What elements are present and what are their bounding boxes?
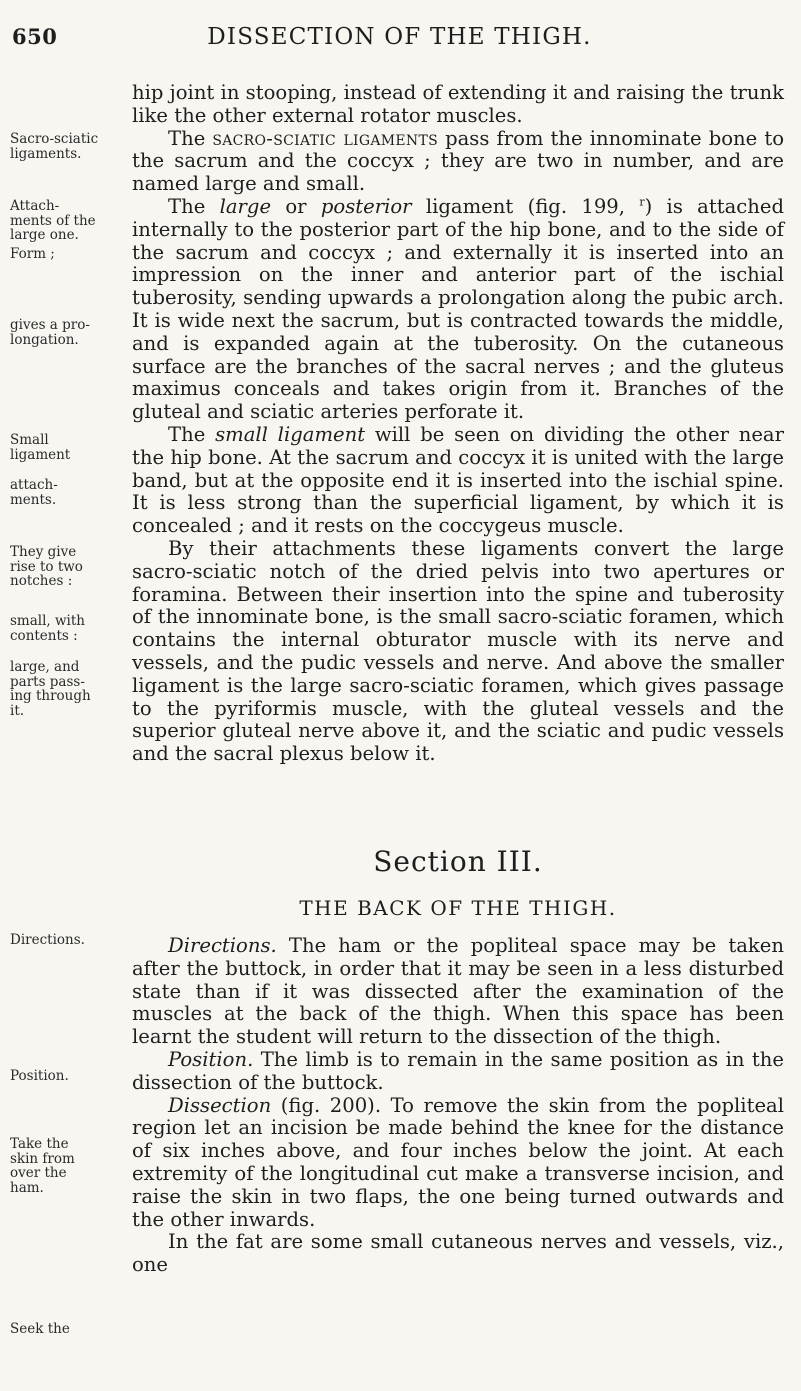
- margin-note-two-notches: They give rise to two notches :: [10, 544, 83, 589]
- margin-note-prolongation: gives a pro- longation.: [10, 317, 90, 348]
- paragraph-foramina: By their attachments these ligaments convert the large sacro-sciatic notch of the dried pelvis into two apertures or foramina. Between their insertion into the spine and tuberosity of the innominate bone, is the small sacro-sciatic foramen, which contains the internal obturator muscle with its nerve and vessels, and the pudic vessels and nerve. And above the smaller ligament is the large sacro-sciatic foramen, which gives passage to the pyriformis muscle, with the gluteal vessels and the superior gluteal nerve above it, and the sciatic and pudic vessels and the sacral plexus below it.: [132, 536, 784, 766]
- margin-note-attachments-small: attach- ments.: [10, 477, 58, 508]
- paragraph-position: Position. The limb is to remain in the same position as in the dissection of the buttock.: [132, 1047, 784, 1094]
- paragraph-sacro-sciatic-ligaments: The sacro-sciatic ligaments pass from the innominate bone to the sacrum and the coccyx ; they are two in number, and are named large and small.: [132, 126, 784, 196]
- paragraph-dissection: Dissection (fig. 200). To remove the skin from the popliteal region let an incision be made behind the knee for the distance of six inches above, and four inches below the joint. At each extremity of the longitudinal cut make a transverse incision, and raise the skin in two flaps, the one being turned outwards and the other inwards.: [132, 1093, 784, 1231]
- margin-note-directions: Directions.: [10, 932, 85, 948]
- margin-note-seek: Seek the: [10, 1321, 70, 1337]
- page-header: [12, 18, 787, 58]
- paragraph-large-ligament: The large or posterior ligament (fig. 199, $^r$) is attached internally to the posterior part of the hip bone, and to the side of the sacrum and coccyx ; and externally it is inserted into an impression on the inner and anterior part of the ischial tuberosity, sending upwards a prolongation along the pubic arch. It is wide next the sacrum, but is contracted towards the middle, and is expanded again at the tuberosity. On the cutaneous surface are the branches of the sacral nerves ; and the gluteus maximus conceals and takes origin from it. Branches of the gluteal and sciatic arteries perforate it.: [132, 194, 785, 424]
- margin-note-form: Form ;: [10, 246, 55, 262]
- margin-note-attachments-large: Attach- ments of the large one.: [10, 198, 96, 243]
- section-heading: Section III.: [373, 845, 543, 878]
- page-number: 650: [12, 24, 58, 49]
- running-title: DISSECTION OF THE THIGH.: [207, 24, 592, 50]
- margin-note-small-contents: small, with contents :: [10, 613, 85, 644]
- margin-note-take-skin: Take the skin from over the ham.: [10, 1136, 75, 1196]
- section-subheading: THE BACK OF THE THIGH.: [299, 896, 617, 920]
- paragraph-fat: In the fat are some small cutaneous nerves and vessels, viz., one: [132, 1230, 784, 1277]
- main-text-block: [132, 82, 784, 766]
- paragraph-directions: Directions. The ham or the popliteal space may be taken after the buttock, in order that it may be seen in a less disturbed state than if it was dissected after the examination of the muscles at the back of the thigh. When this space has been learnt the student will return to the dissection of the thigh.: [132, 934, 784, 1049]
- margin-note-position: Position.: [10, 1068, 69, 1084]
- margin-note-sacro-sciatic: Sacro-sciatic ligaments.: [10, 131, 99, 162]
- section-text-block: [132, 935, 784, 1277]
- margin-note-small-ligament: Small ligament: [10, 432, 71, 463]
- paragraph-continuation: hip joint in stooping, instead of extending it and raising the trunk like the other external rotator muscles.: [132, 81, 784, 127]
- paragraph-small-ligament: The small ligament will be seen on dividing the other near the hip bone. At the sacrum and coccyx it is united with the large band, but at the opposite end it is inserted into the ischial spine. It is less strong than the superficial ligament, by which it is concealed ; and it rests on the coccygeus muscle.: [132, 422, 784, 538]
- margin-note-large-parts: large, and parts pass- ing through it.: [10, 659, 91, 719]
